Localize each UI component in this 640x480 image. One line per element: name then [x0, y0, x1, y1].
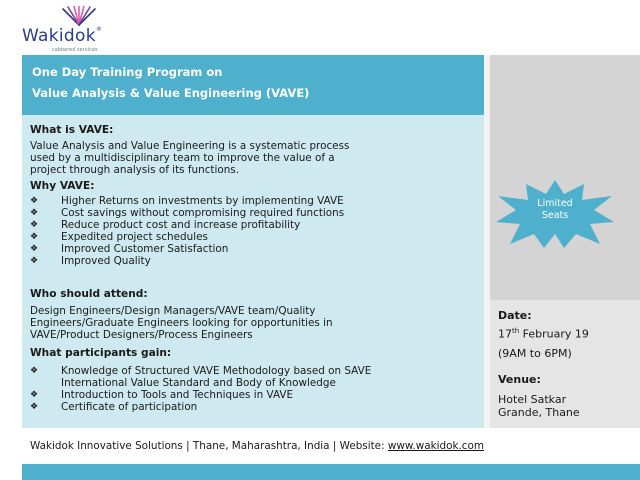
diamond-bullet-icon: ❖ [30, 366, 39, 376]
title-band [22, 55, 484, 115]
diamond-bullet-icon: ❖ [30, 256, 39, 266]
gain-heading: What participants gain: [30, 347, 172, 359]
badge-line-1: Limited [537, 198, 573, 209]
diamond-bullet-icon: ❖ [30, 244, 39, 254]
footer [22, 428, 640, 464]
website-link[interactable]: www.wakidok.com [387, 440, 484, 452]
who-line-3: VAVE/Product Designers/Process Engineers [30, 329, 253, 341]
diamond-bullet-icon: ❖ [30, 390, 39, 400]
main-content: What is VAVE: Value Analysis and Value Engineering is a systematic process used by a multidisciplinary team to improve the value of a project through analysis of its functions. Why VAVE: ❖ Higher Returns on investments by implementing VAVE ❖ Cost savings without compromising required functions ❖ Reduce product cost and increase profitability ❖ Expedited project schedules ❖ Improved Customer Satisfaction ❖ Improved Quality Who should attend: Design Engineers/Design Managers/VAVE team/Quality Engineers/Graduate Engineers looking for opportunities in VAVE/Product Designers/Process Engineers What participants gain: ❖ Knowledge of Structured VAVE Methodology based on SAVE International Value Standard and Body of Knowledge ❖ Introduction to Tools and Techniques in VAVE ❖ Certificate of participation [22, 115, 484, 428]
venue-line-1: Hotel Satkar [498, 393, 567, 406]
why-heading: Why VAVE: [30, 180, 95, 192]
date-label: Date: [498, 309, 532, 322]
who-heading: Who should attend: [30, 288, 148, 300]
wakidok-logo [22, 6, 162, 52]
venue-line-2: Grande, Thane [498, 406, 580, 419]
diamond-bullet-icon: ❖ [30, 196, 39, 206]
badge-line-2: Seats [541, 210, 569, 221]
brand-name: Wakidok® [22, 26, 103, 46]
diamond-bullet-icon: ❖ [30, 220, 39, 230]
who-line-1: Design Engineers/Design Managers/VAVE team/Quality [30, 305, 316, 317]
title-line-1: One Day Training Program on [32, 65, 223, 79]
who-line-2: Engineers/Graduate Engineers looking for opportunities in [30, 317, 333, 329]
limited-seats-badge [492, 178, 618, 250]
what-is-line-3: project through analysis of its functions. [30, 164, 240, 176]
what-is-line-2: used by a multidisciplinary team to improve the value of a [30, 152, 335, 164]
title-line-2: Value Analysis & Value Engineering (VAVE) [32, 86, 310, 100]
bottom-band [22, 464, 640, 480]
event-date: 17th February 19 [498, 327, 589, 341]
footer-text: Wakidok Innovative Solutions | Thane, Maharashtra, India | Website: www.wakidok.com [30, 440, 484, 452]
header [0, 0, 640, 55]
venue-label: Venue: [498, 373, 541, 386]
diamond-bullet-icon: ❖ [30, 208, 39, 218]
what-is-heading: What is VAVE: [30, 124, 114, 136]
event-time: (9AM to 6PM) [498, 347, 572, 360]
diamond-bullet-icon: ❖ [30, 402, 39, 412]
diamond-bullet-icon: ❖ [30, 232, 39, 242]
side-divider [484, 55, 490, 428]
logo-fan-icon [58, 6, 100, 26]
what-is-line-1: Value Analysis and Value Engineering is a systematic process [30, 140, 350, 152]
brand-tagline: cabbered services [52, 47, 98, 53]
